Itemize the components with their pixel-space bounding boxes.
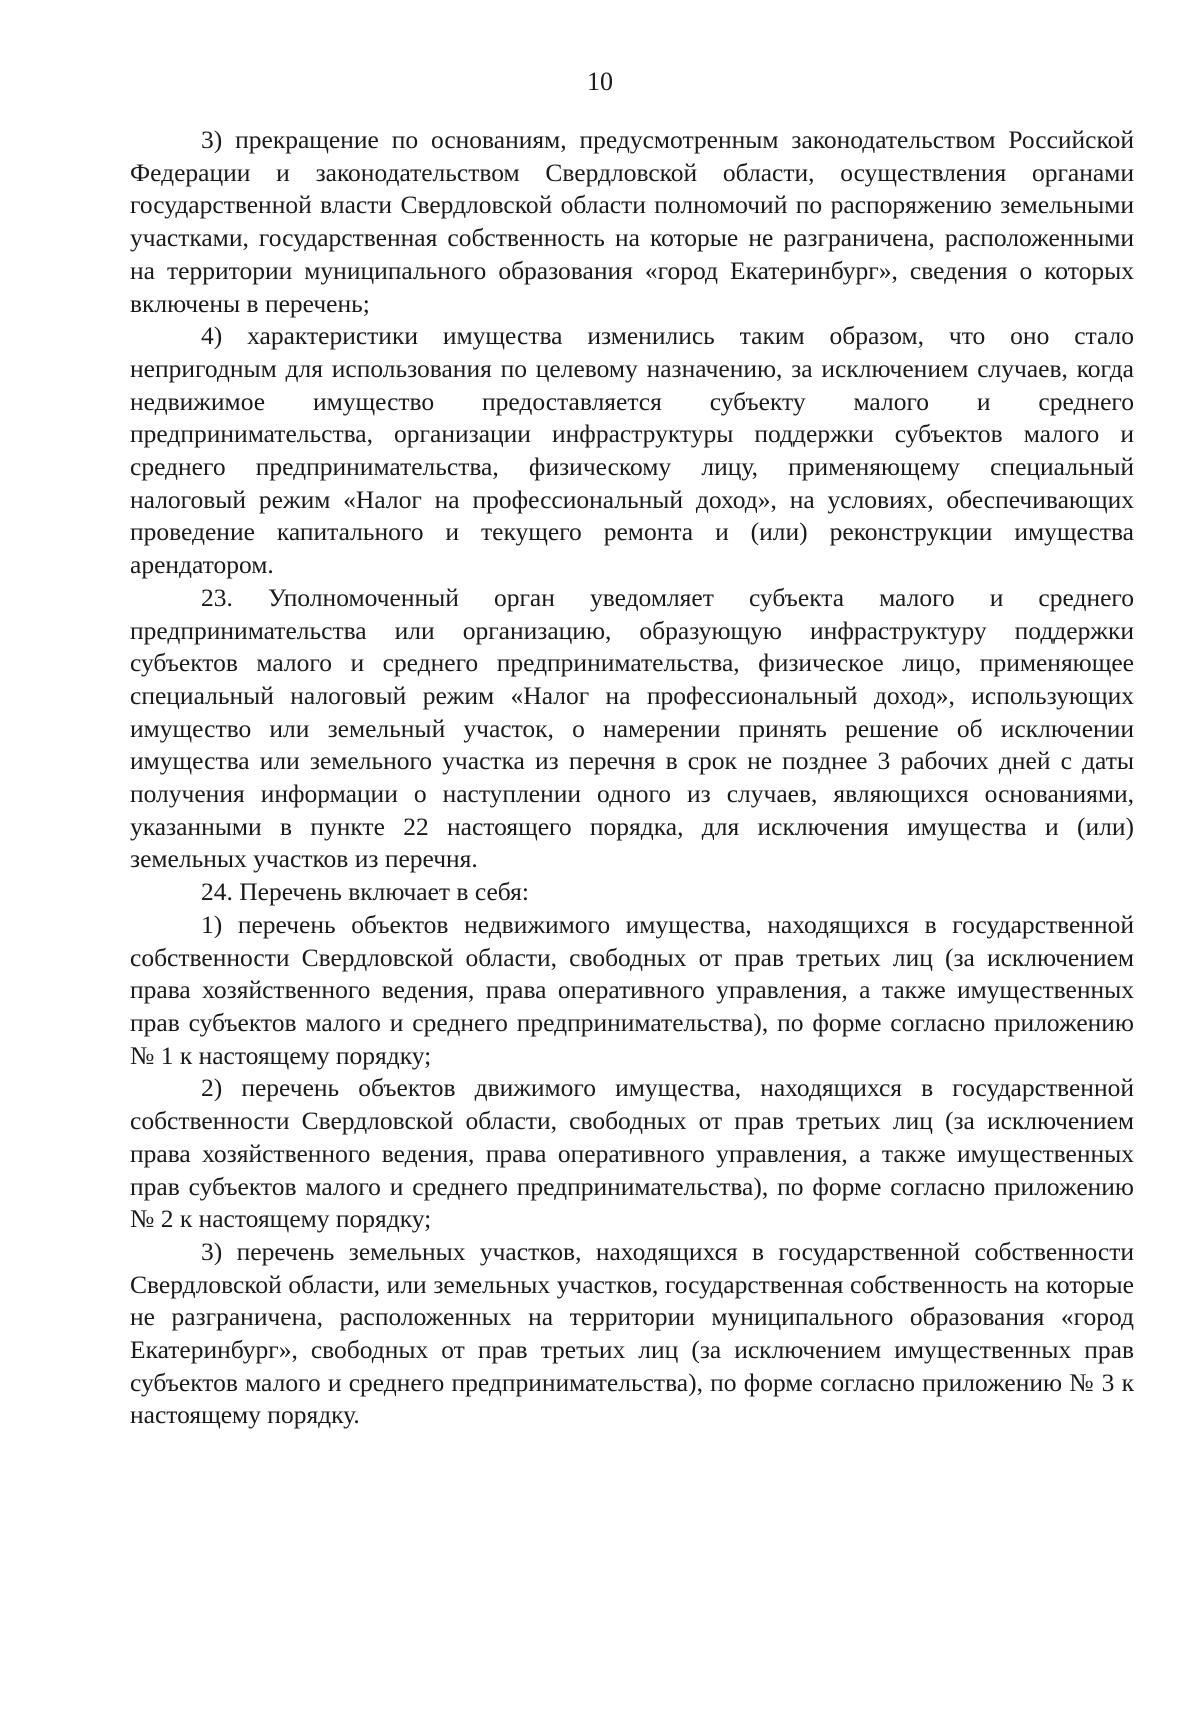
paragraph-item-4-characteristics: 4) характеристики имущества изменились таким образом, что оно стало непригодным для использования по целевому назначению, за исключением случаев, когда недвижимое имущество предоставляется субъекту малого и среднего предпринимательства, организации инфраструктуры поддержки субъектов малого и среднего предпринимательства, физическому лицу, применяющему специальный налоговый режим «Налог на профессиональный доход», на условиях, обеспечивающих проведение капитального и текущего ремонта и (или) реконструкции имущества арендатором.: [130, 321, 1134, 580]
paragraph-section-24: 24. Перечень включает в себя:: [201, 877, 529, 907]
paragraph-section-23: 23. Уполномоченный орган уведомляет субъекта малого и среднего предпринимательства или организацию, образующую инфраструктуру поддержки субъектов малого и среднего предпринимательства, физическое лицо, применяющее специальный налоговый режим «Налог на профессиональный доход», использующих имущество или земельный участок, о намерении принять решение об исключении имущества или земельного участка из перечня в срок не позднее 3 рабочих дней с даты получения информации о наступлении одного из случаев, являющихся основаниями, указанными в пункте 22 настоящего порядка, для исключения имущества и (или) земельных участков из перечня.: [130, 582, 1134, 874]
paragraph-list-item-3: 3) перечень земельных участков, находящихся в государственной собственности Свердловской области, или земельных участков, государственная собственность на которые не разграничена, расположенных на территории муниципального образования «город Екатеринбург», свободных от прав третьих лиц (за исключением имущественных прав субъектов малого и среднего предпринимательства), по форме согласно приложению № 3 к настоящему порядку.: [130, 1236, 1134, 1430]
page-number: 10: [587, 67, 613, 96]
paragraph-item-3-termination: 3) прекращение по основаниям, предусмотренным законодательством Российской Федерации и законодательством Свердловской области, осуществления органами государственной власти Свердловской области полномочий по распоряжению земельными участками, государственная собственность на которые не разграничена, расположенными на территории муниципального образования «город Екатеринбург», сведения о которых включены в перечень;: [130, 125, 1134, 318]
paragraph-list-item-1: 1) перечень объектов недвижимого имущества, находящихся в государственной собственности Свердловской области, свободных от прав третьих лиц (за исключением права хозяйственного ведения, права оперативного управления, а также имущественных прав субъектов малого и среднего предпринимательства), по форме согласно приложению № 1 к настоящему порядку;: [130, 909, 1134, 1070]
document-body: [130, 124, 1134, 1432]
paragraph-list-item-2: 2) перечень объектов движимого имущества, находящихся в государственной собственности Свердловской области, свободных от прав третьих лиц (за исключением права хозяйственного ведения, права оперативного управления, а также имущественных прав субъектов малого и среднего предпринимательства), по форме согласно приложению № 2 к настоящему порядку;: [130, 1073, 1134, 1234]
